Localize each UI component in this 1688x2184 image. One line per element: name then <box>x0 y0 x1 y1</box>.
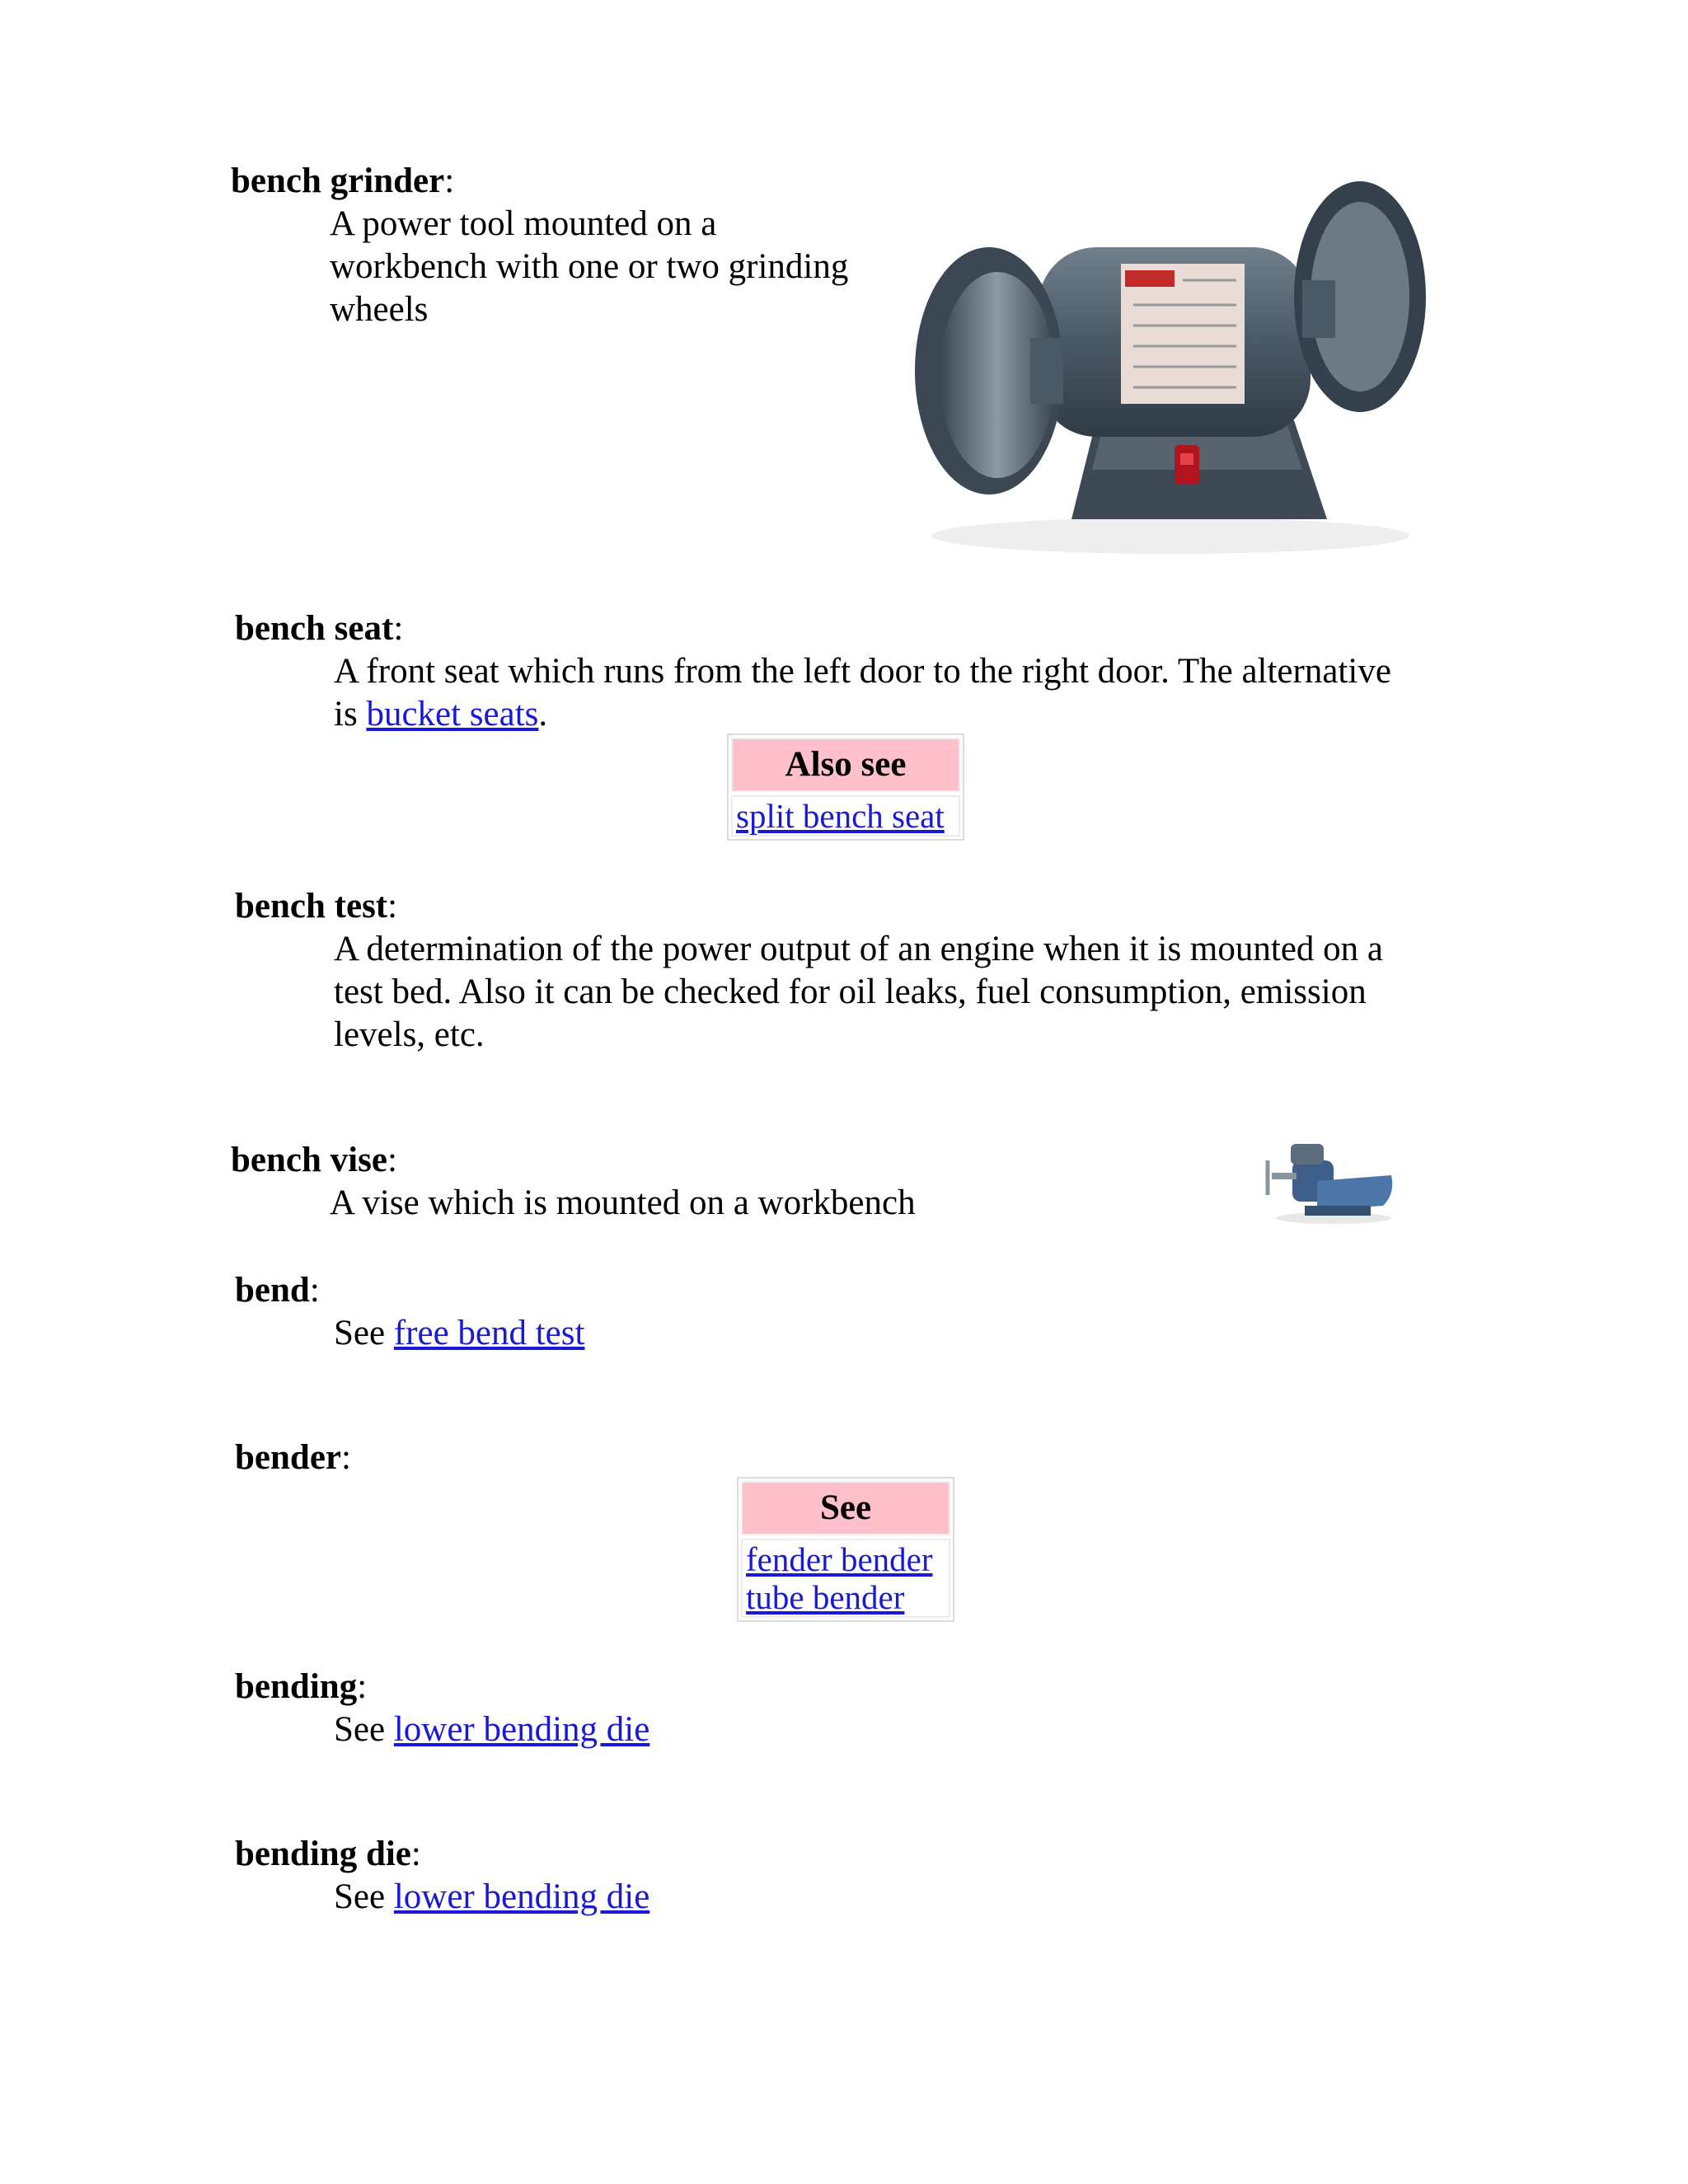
also-see-body <box>731 795 960 837</box>
colon: : <box>387 1141 397 1179</box>
colon: : <box>444 162 455 200</box>
entry-bench-seat <box>235 607 403 650</box>
definition-line: A front seat which runs from the left door to the right door. The alternative <box>334 652 1391 691</box>
colon: : <box>357 1667 368 1706</box>
definition <box>330 1182 916 1225</box>
entry-bending-die <box>235 1833 421 1876</box>
entry-bench-test <box>235 885 397 928</box>
entry-bending <box>235 1666 367 1708</box>
term: bender <box>235 1438 341 1477</box>
definition <box>334 1708 649 1751</box>
definition <box>330 203 848 331</box>
term: bench vise <box>231 1141 387 1179</box>
entry-bench-grinder <box>231 160 454 203</box>
bench-vise-image <box>1259 1136 1400 1226</box>
link-fender-bender[interactable]: fender bender <box>746 1540 933 1578</box>
bench-grinder-image <box>898 173 1442 560</box>
definition-line: A vise which is mounted on a workbench <box>330 1183 916 1222</box>
link-bucket-seats[interactable]: bucket seats <box>366 695 539 733</box>
link-free-bend-test[interactable]: free bend test <box>393 1314 585 1352</box>
definition-line: levels, etc. <box>334 1015 485 1054</box>
link-lower-bending-die[interactable]: lower bending die <box>393 1877 650 1916</box>
term: bench test <box>235 887 388 926</box>
link-split-bench-seat[interactable]: split bench seat <box>736 797 945 835</box>
also-see-header: Also see <box>731 738 960 792</box>
term: bend <box>235 1271 310 1310</box>
term: bending <box>235 1667 358 1706</box>
definition <box>334 1876 649 1919</box>
term: bench seat <box>235 609 394 648</box>
definition-line: workbench with one or two grinding <box>330 247 849 286</box>
definition-line: A determination of the power output of an engine when it is mounted on a <box>334 930 1383 968</box>
definition-line: A power tool mounted on a <box>330 204 717 243</box>
definition-text: is <box>334 695 367 733</box>
definition-line <box>334 693 1391 736</box>
definition <box>334 928 1383 1057</box>
definition-line: test bed. Also it can be checked for oil leaks, fuel consumption, emission <box>334 972 1367 1011</box>
see-box <box>737 1477 954 1622</box>
see-text: See <box>334 1877 394 1916</box>
see-header: See <box>741 1481 950 1535</box>
entry-bender <box>235 1436 351 1479</box>
colon: : <box>309 1271 320 1310</box>
definition <box>334 650 1391 736</box>
term: bench grinder <box>231 162 445 200</box>
term: bending die <box>235 1835 411 1873</box>
see-body <box>741 1539 950 1618</box>
definition-line: wheels <box>330 290 429 329</box>
definition-text: . <box>538 695 548 733</box>
entry-bend <box>235 1269 320 1312</box>
colon: : <box>341 1438 351 1477</box>
colon: : <box>393 609 404 648</box>
see-text: See <box>334 1314 394 1352</box>
see-text: See <box>334 1710 394 1749</box>
definition <box>334 1312 584 1355</box>
colon: : <box>387 887 398 926</box>
entry-bench-vise <box>231 1139 397 1182</box>
colon: : <box>410 1835 421 1873</box>
also-see-box <box>727 733 964 841</box>
link-lower-bending-die[interactable]: lower bending die <box>393 1710 650 1749</box>
link-tube-bender[interactable]: tube bender <box>746 1578 905 1616</box>
